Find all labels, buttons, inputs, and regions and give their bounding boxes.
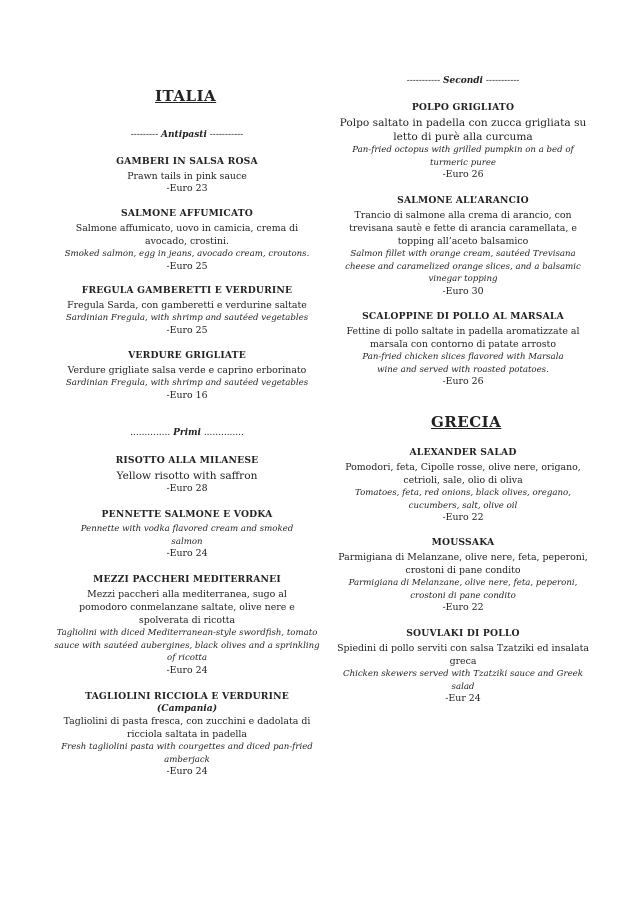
menu-item-polpo [336,102,590,182]
italia-title: ITALIA [155,87,217,105]
dish-description-it: Mezzi paccheri alla mediterranea, sugo al pomodoro conmelanzane saltate, olive nere e spolverata di ricotta [79,589,295,626]
antipasti-label: Antipasti [161,130,207,140]
primi-dashes-right: .............. [203,428,244,438]
menu-item-pennette [68,509,306,561]
dish-description-en: Parmigiana di Melanzane, olive nere, feta, peperoni, crostoni di pane condito [348,578,578,601]
antipasti-dashes-right: ----------- [209,130,244,140]
dish-price: -Euro 24 [166,664,208,676]
menu-item-fregula [32,285,342,337]
dish-description-en: Sardinian Fregula, with shrimp and sautéed vegetables [65,313,309,323]
dish-description-it: Pomodori, feta, Cipolle rosse, olive nere, origano, cetrioli, sale, olio di oliva [345,462,581,486]
dish-name: PENNETTE SALMONE E VODKA [101,509,273,520]
secondi-dashes-left: ----------- [406,76,441,86]
menu-item-verdure-grigliate [42,350,332,402]
dish-name: SCALOPPINE DI POLLO AL MARSALA [362,311,564,322]
dish-name: SALMONE AFFUMICATO [120,208,254,219]
antipasti-header [48,130,326,140]
dish-description-it: Parmigiana di Melanzane, olive nere, feta, peperoni, crostoni di pane condito [338,552,588,576]
secondi-dashes-right: ----------- [485,76,520,86]
menu-item-tagliolini [58,691,316,779]
primi-header [48,428,326,438]
dish-description-it: Trancio di salmone alla crema di arancio, con trevisana sautè e fette di arancia caramellata, e topping all’aceto balsamico [349,210,577,247]
primi-dashes-left: .............. [130,428,171,438]
dish-price: -Euro 23 [166,183,208,194]
dish-description-en: Chicken skewers served with Tzatziki sauce and Greek salad [343,669,583,692]
dish-price: -Euro 22 [442,512,484,523]
dish-price: -Euro 16 [166,389,208,401]
dish-price: -Euro 26 [442,376,484,387]
dish-description-en: Pan-fried octopus with grilled pumpkin on a bed of turmeric puree [352,145,574,168]
dish-name: MOUSSAKA [431,537,495,548]
secondi-header [340,76,586,86]
dish-price: -Euro 28 [166,483,208,494]
dish-description-it: Verdure grigliate salsa verde e caprino erborinato [67,365,307,376]
menu-item-gamberi [48,156,326,196]
dish-price: -Euro 24 [166,548,208,559]
dish-description-it: Yellow risotto with saffron [116,470,258,482]
menu-item-mezzi-paccheri [54,574,320,677]
dish-price: -Euro 30 [442,285,484,297]
menu-item-alexander-salad [334,447,592,525]
dish-description-it: Prawn tails in pink sauce [127,171,247,182]
dish-description-en: Tomatoes, feta, red onions, black olives, oregano, cucumbers, salt, olive oil [355,488,571,511]
dish-description-it: Spiedini di pollo serviti con salsa Tzatziki ed insalata greca [337,643,589,667]
dish-description-en: Pennette with vodka flavored cream and smoked salmon [80,524,294,547]
dish-description-en: Pan-fried chicken slices flavored with Marsala wine and served with roasted potatoes. [362,352,564,375]
dish-price: -Euro 25 [166,260,208,272]
dish-name: MEZZI PACCHERI MEDITERRANEI [93,574,281,585]
dish-price: -Euro 26 [442,169,484,180]
dish-description-en: Sardinian Fregula, with shrimp and sautéed vegetables [65,378,309,388]
dish-description-it: Salmone affumicato, uovo in camicia, crema di avocado, crostini. [75,223,299,247]
dish-description-en: Salmon fillet with orange cream, sautéed Trevisana cheese and caramelized orange slices, and a balsamic vinegar topping [345,249,581,284]
antipasti-dashes-left: --------- [130,130,159,140]
dish-description-it: Tagliolini di pasta fresca, con zucchini e dadolata di ricciola saltata in padella [63,716,311,740]
dish-price: -Eur 24 [445,693,481,704]
menu-item-scaloppine [340,311,586,389]
dish-description-en: Tagliolini with diced Mediterranean-style swordfish, tomato sauce with sautéed aubergines, black olives and a sprinkling of ricotta [54,628,320,663]
grecia-title: GRECIA [431,413,502,431]
primi-label: Primi [173,428,201,438]
dish-name: FREGULA GAMBERETTI E VERDURINE [81,285,293,296]
secondi-label: Secondi [443,76,483,86]
dish-name: SALMONE ALL’ARANCIO [397,195,529,206]
dish-price: -Euro 24 [166,766,208,777]
dish-name: GAMBERI IN SALSA ROSA [116,156,258,167]
dish-name: TAGLIOLINI RICCIOLA E VERDURINE [85,691,289,702]
dish-name: POLPO GRIGLIATO [411,102,515,113]
dish-name: VERDURE GRIGLIATE [128,350,246,361]
menu-item-souvlaki [334,628,592,706]
menu-item-moussaka [334,537,592,615]
dish-price: -Euro 25 [166,324,208,336]
dish-description-it: Fettine di pollo saltate in padella aromatizzate al marsala con contorno di patate arrosto [346,326,580,350]
menu-item-risotto [48,455,326,496]
dish-description-it: Polpo saltato in padella con zucca grigliata su letto di purè alla curcuma [339,117,587,143]
dish-name: SOUVLAKI DI POLLO [406,628,520,639]
dish-region: (Campania) [156,703,218,714]
dish-description-it: Fregula Sarda, con gamberetti e verdurine saltate [67,300,307,311]
dish-name: ALEXANDER SALAD [409,447,517,458]
dish-description-en: Smoked salmon, egg in jeans, avocado cream, croutons. [64,249,310,259]
dish-name: RISOTTO ALLA MILANESE [115,455,259,466]
menu-item-salmone-arancio [340,195,586,298]
dish-description-en: Fresh tagliolini pasta with courgettes and diced pan-fried amberjack [61,742,313,765]
menu-item-salmone-affumicato [64,208,310,273]
dish-price: -Euro 22 [442,602,484,613]
